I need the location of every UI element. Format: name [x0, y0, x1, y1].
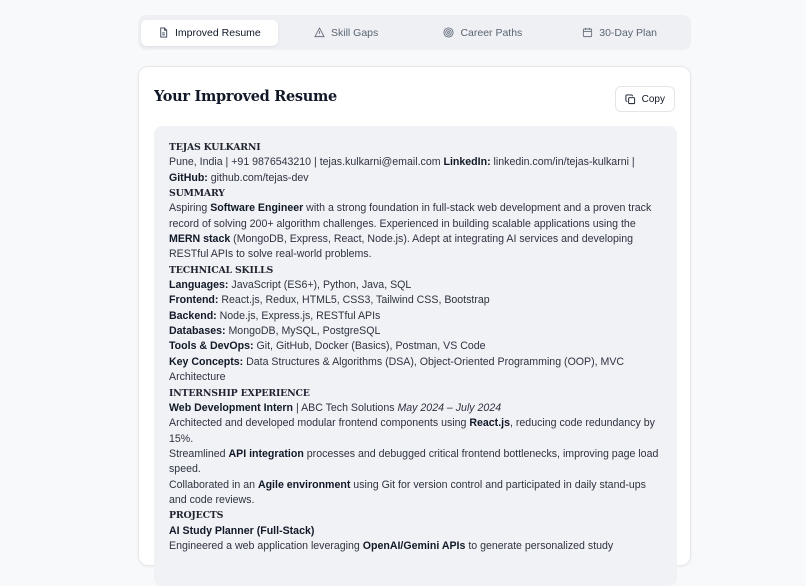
tab-skill-gaps[interactable] [278, 20, 415, 46]
skills-heading: TECHNICAL SKILLS [169, 264, 274, 276]
experience-bullet: Streamlined API integration processes and debugged critical frontend bottlenecks, improving page load speed. [169, 447, 659, 476]
tab-label: Improved Resume [174, 26, 261, 39]
resume-card [138, 66, 691, 566]
calendar-icon [582, 27, 593, 38]
skill-row: Key Concepts: Data Structures & Algorithms (DSA), Object-Oriented Programming (OOP), MVC Architecture [169, 355, 625, 384]
skill-row: Tools & DevOps: Git, GitHub, Docker (Basics), Postman, VS Code [169, 340, 486, 353]
target-icon [443, 27, 454, 38]
copy-button[interactable] [615, 86, 675, 112]
skill-row: Languages: JavaScript (ES6+), Python, Java, SQL [169, 279, 412, 292]
resume-name: TEJAS KULKARNI [169, 142, 261, 153]
tab-bar [138, 15, 691, 50]
skill-row: Databases: MongoDB, MySQL, PostgreSQL [169, 325, 381, 338]
experience-heading: INTERNSHIP EXPERIENCE [169, 387, 310, 399]
experience-title: Web Development Intern | ABC Tech Solutions May 2024 – July 2024 [169, 401, 502, 414]
experience-bullet: Architected and developed modular frontend components using React.js, reducing code redundancy by 15%. [169, 417, 655, 445]
warning-icon [314, 27, 325, 38]
skill-row: Frontend: React.js, Redux, HTML5, CSS3, Tailwind CSS, Bootstrap [169, 294, 490, 307]
tab-career-paths[interactable] [415, 20, 552, 46]
projects-heading: PROJECTS [169, 510, 224, 522]
tab-label: Skill Gaps [330, 26, 379, 39]
summary-heading: SUMMARY [169, 188, 225, 200]
project-title: AI Study Planner (Full-Stack) [169, 524, 315, 537]
tab-30-day-plan[interactable] [551, 20, 688, 46]
project-text: Engineered a web application leveraging OpenAI/Gemini APIs to generate personalized study [169, 539, 614, 552]
card-title: Your Improved Resume [154, 88, 337, 105]
copy-label: Copy [641, 93, 665, 105]
tab-label: Career Paths [460, 26, 523, 39]
copy-icon [625, 94, 636, 105]
document-icon [158, 27, 169, 38]
tab-label: 30-Day Plan [599, 26, 658, 39]
contact-line: Pune, India | +91 9876543210 | tejas.kulkarni@email.com LinkedIn: linkedin.com/in/tejas-kulkarni | GitHub: github.com/tejas-dev [169, 156, 635, 184]
summary-text: Aspiring Software Engineer with a strong foundation in full-stack web development and a proven track record of solving 200+ algorithm challenges. Experienced in building scalable applications using the MERN stack (MongoDB, Express, React, Node.js). Adept at integrating AI services and developing RESTful APIs to solve real-world problems. [169, 202, 652, 261]
experience-bullet: Collaborated in an Agile environment using Git for version control and participated in daily stand-ups and code reviews. [169, 478, 646, 506]
tab-improved-resume[interactable] [141, 20, 278, 46]
skill-row: Backend: Node.js, Express.js, RESTful APIs [169, 309, 381, 322]
resume-content [154, 126, 677, 586]
